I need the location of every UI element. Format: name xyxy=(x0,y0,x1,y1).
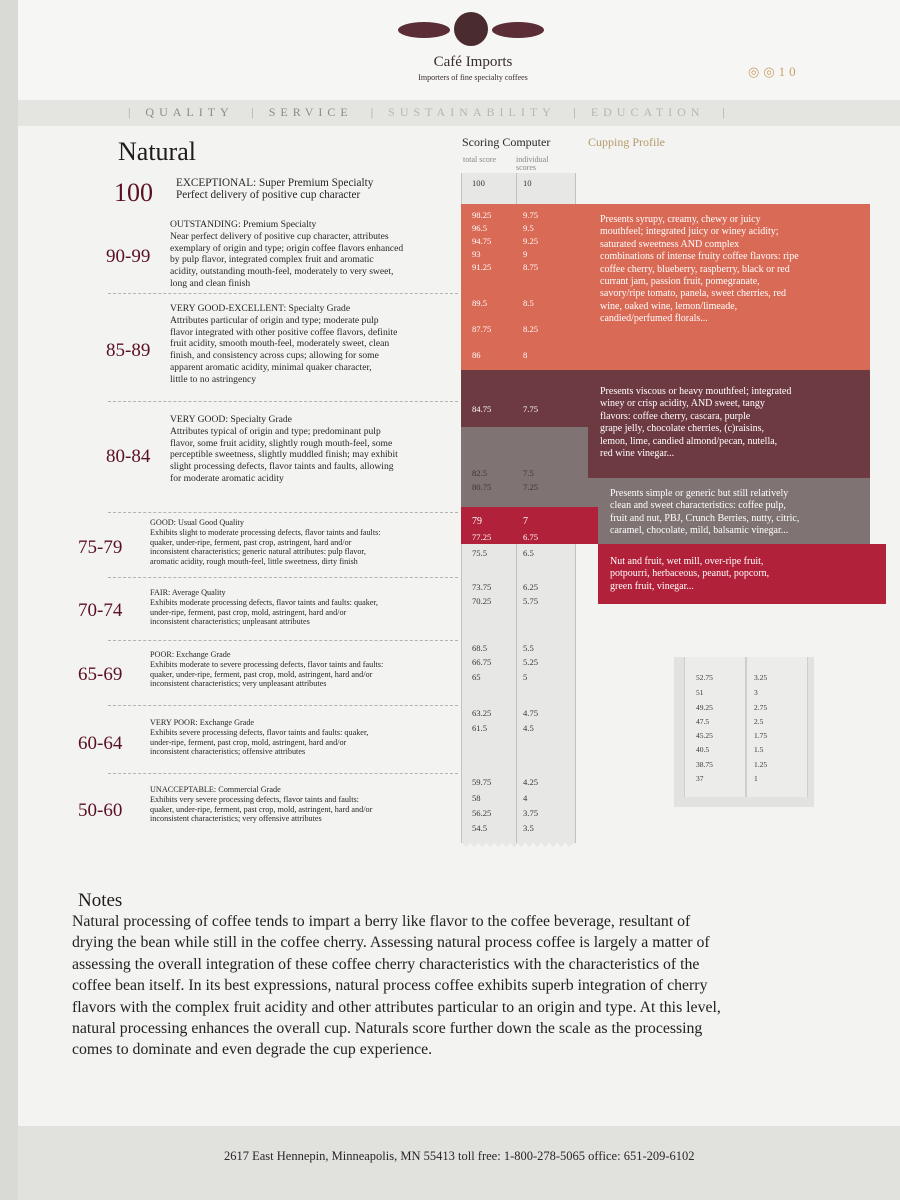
lower-total-score: 38.75 xyxy=(696,760,713,769)
individual-score: 8.25 xyxy=(523,324,539,334)
grade-line: slight processing defects, flavor taints and faults, allowing xyxy=(170,461,394,473)
grade-line: quaker, under-ripe, ferment, past crop, mold, astringent, hard and/or xyxy=(150,804,373,814)
grade-range: 75-79 xyxy=(78,537,123,558)
grade-name: VERY GOOD-EXCELLENT: Specialty Grade xyxy=(170,303,351,314)
notes-line: Natural processing of coffee tends to impart a berry like flavor to the coffee beverage, resultant of xyxy=(72,913,691,930)
grade-line: aromatic acidity, rough mouth-feel, little sweetness, dirty finish xyxy=(150,557,358,567)
individual-score: 7.25 xyxy=(523,482,539,492)
individual-score: 4.75 xyxy=(523,708,539,718)
individual-score: 7.5 xyxy=(523,468,534,478)
profile-line: potpourri, herbaceous, peanut, popcorn, xyxy=(610,568,770,580)
grade-line: Attributes typical of origin and type; predominant pulp xyxy=(170,425,381,437)
profile-line: grape jelly, chocolate cherries, (c)raisins, xyxy=(600,423,764,435)
grade-range: 50-60 xyxy=(78,800,123,821)
total-score: 84.75 xyxy=(472,404,492,414)
notes-line: natural processing enhances the overall cup. Naturals score further down the scale as the processing xyxy=(72,1020,703,1038)
grade-description xyxy=(150,718,470,757)
grade-line: inconsistent characteristics; very offensive attributes xyxy=(150,814,322,824)
grade-line: flavor integrated with other positive coffee flavors, definite xyxy=(170,326,398,338)
individual-score: 9.25 xyxy=(523,236,539,246)
grade-line: exemplary of origin and type; origin coffee flavors enhanced xyxy=(170,242,404,254)
cupping-profile-heading: Cupping Profile xyxy=(588,135,665,149)
lower-total-score: 51 xyxy=(696,688,704,697)
grade-line: Exhibits very severe processing defects, flavor taints and faults: xyxy=(150,794,359,804)
lower-individual-score: 2.75 xyxy=(754,703,768,712)
notes-body xyxy=(72,911,872,1061)
grade-name: GOOD: Usual Good Quality xyxy=(150,518,244,527)
grade-description xyxy=(150,650,470,689)
total-score: 58 xyxy=(472,793,481,803)
divider xyxy=(108,401,458,402)
lower-individual-score: 2.5 xyxy=(754,717,764,726)
individual-score: 4 xyxy=(523,793,528,803)
individual-score: 6.25 xyxy=(523,582,539,592)
total-score: 96.5 xyxy=(472,223,488,233)
lower-individual-score: 1.5 xyxy=(754,745,764,754)
lower-total-score: 49.25 xyxy=(696,703,713,712)
individual-score: 4.5 xyxy=(523,723,534,733)
grade-line: little to no astringency xyxy=(170,373,257,385)
cupping-profile-box xyxy=(588,370,870,478)
lower-total-score: 37 xyxy=(696,774,704,783)
total-score: 70.25 xyxy=(472,596,492,606)
lower-total-score: 47.5 xyxy=(696,717,710,726)
leaf-icon xyxy=(398,22,450,38)
grade-description xyxy=(150,785,470,824)
lower-total-score: 52.75 xyxy=(696,673,713,682)
notes-line: comes to dominate and even degrade the cup experience. xyxy=(72,1041,433,1059)
grade-description xyxy=(170,219,470,290)
profile-line: lemon, lime, candied almond/pecan, nutella, xyxy=(600,435,778,447)
grade-range: 60-64 xyxy=(78,733,123,754)
grade-line: Perfect delivery of positive cup character xyxy=(176,189,361,202)
lower-individual-score: 1.25 xyxy=(754,760,768,769)
scoring-computer-heading: Scoring Computer xyxy=(462,135,551,149)
cafe-imports-logo xyxy=(398,10,548,80)
total-score: 80.75 xyxy=(472,482,492,492)
individual-score: 6.5 xyxy=(523,548,534,558)
profile-line: Presents simple or generic but still relatively xyxy=(610,488,789,499)
notes-line: coffee bean itself. In its best expressions, natural process coffee exhibits superb integration of cherry xyxy=(72,977,708,995)
individual-score: 3.5 xyxy=(523,823,534,833)
grade-name: VERY POOR: Exchange Grade xyxy=(150,718,255,727)
total-score: 73.75 xyxy=(472,582,492,592)
profile-line: Nut and fruit, wet mill, over-ripe fruit, xyxy=(610,556,764,567)
notes-line: flavors with the complex fruit acidity and other attributes particular to an origin and type. At this level, xyxy=(72,998,721,1016)
individual-score: 7 xyxy=(523,516,528,527)
total-score: 68.5 xyxy=(472,643,488,653)
nav-item-service[interactable]: SERVICE xyxy=(268,105,353,119)
footer-contact: 2617 East Hennepin, Minneapolis, MN 55413 toll free: 1-800-278-5065 office: 651-209-6102 xyxy=(224,1149,695,1163)
total-score: 75.5 xyxy=(472,548,488,558)
lower-total-column xyxy=(684,657,746,797)
lower-individual-score: 1 xyxy=(754,774,758,783)
grade-description xyxy=(170,303,470,386)
individual-score: 9 xyxy=(523,249,528,259)
grade-line: Exhibits slight to moderate processing defects, flavor taints and faults: xyxy=(150,527,381,537)
brand-tagline: Importers of fine specialty coffees xyxy=(418,73,528,82)
nav-item-sustainability[interactable]: SUSTAINABILITY xyxy=(388,105,556,119)
total-score: 65 xyxy=(472,672,481,682)
individual-score: 5.25 xyxy=(523,657,539,667)
grade-range: 100 xyxy=(114,178,153,207)
cupping-profile-box xyxy=(588,204,870,370)
grade-name: EXCEPTIONAL: Super Premium Specialty xyxy=(176,177,374,189)
individual-score: 9.5 xyxy=(523,223,534,233)
total-score: 63.25 xyxy=(472,708,492,718)
individual-score: 8.5 xyxy=(523,298,534,308)
notes-heading: Notes xyxy=(78,890,123,911)
grade-range: 65-69 xyxy=(78,664,123,685)
profile-line: Presents viscous or heavy mouthfeel; integrated xyxy=(600,386,792,397)
divider xyxy=(108,640,458,641)
total-score: 77.25 xyxy=(472,532,492,542)
grade-name: OUTSTANDING: Premium Specialty xyxy=(170,219,317,230)
individual-score: 8.75 xyxy=(523,262,539,272)
cupping-profile-box xyxy=(598,478,870,544)
score-band xyxy=(461,370,588,427)
grade-range: 80-84 xyxy=(106,446,151,467)
individual-score: 3.75 xyxy=(523,808,539,818)
language-icons[interactable]: ◎◎10 xyxy=(748,64,800,79)
grade-description xyxy=(150,588,470,627)
total-score: 66.75 xyxy=(472,657,492,667)
notes-line: drying the bean while still in the coffee cherry. Assessing natural process coffee is largely a matter of xyxy=(72,934,710,952)
lower-individual-score: 3.25 xyxy=(754,673,768,682)
divider xyxy=(108,773,458,774)
total-score: 86 xyxy=(472,350,481,360)
profile-line: Presents syrupy, creamy, chewy or juicy xyxy=(600,214,761,225)
total-score: 82.5 xyxy=(472,468,488,478)
individual-score: 8 xyxy=(523,350,528,360)
brand-name: Café Imports xyxy=(433,54,513,70)
coffee-bean-icon xyxy=(454,12,488,46)
profile-line: green fruit, vinegar... xyxy=(610,580,694,592)
grade-line: under-ripe, ferment, past crop, mold, astringent, hard and/or xyxy=(150,607,347,617)
profile-line: combinations of intense fruity coffee flavors: ripe xyxy=(600,251,799,263)
grade-line: by pulp flavor, integrated complex fruit and aromatic xyxy=(170,254,374,266)
total-score: 56.25 xyxy=(472,808,492,818)
lower-individual-score: 1.75 xyxy=(754,731,768,740)
grade-name: VERY GOOD: Specialty Grade xyxy=(170,414,292,425)
grade-line: quaker, under-ripe, ferment, past crop, mold, astringent, hard and/or xyxy=(150,669,373,679)
profile-line: winey or crisp acidity, AND sweet, tangy xyxy=(600,398,765,410)
grade-line: quaker, under-ripe, ferment, past crop, astringent, hard and/or xyxy=(150,537,352,547)
grade-line: inconsistent characteristics; offensive attributes xyxy=(150,747,306,757)
grade-line: flavor, some fruit acidity, slightly rough mouth-feel, some xyxy=(170,437,393,449)
profile-line: coffee cherry, blueberry, raspberry, black or red xyxy=(600,263,790,275)
total-score: 91.25 xyxy=(472,262,492,272)
individual-score: 5.75 xyxy=(523,596,539,606)
grade-line: inconsistent characteristics; unpleasant attributes xyxy=(150,617,310,627)
grade-line: finish, and consistency across cups; allowing for some xyxy=(170,350,379,362)
profile-line: fruit and nut, PBJ, Crunch Berries, nutty, citric, xyxy=(610,512,800,524)
profile-line: wine, oaked wine, lemon/limeade, xyxy=(600,300,738,312)
footer xyxy=(18,1126,900,1200)
lower-total-score: 45.25 xyxy=(696,731,713,740)
divider xyxy=(108,705,458,706)
grade-line: inconsistent characteristics; generic natural attributes: pulp flavor, xyxy=(150,547,366,557)
grade-line: for moderate aromatic acidity xyxy=(170,472,284,484)
total-score: 93 xyxy=(472,249,481,259)
leaf-icon xyxy=(492,22,544,38)
grade-line: acidity, outstanding mouth-feel, moderately to very sweet, xyxy=(170,266,394,278)
individual-score: 7.75 xyxy=(523,404,539,414)
grade-line: fruit acidity, smooth mouth-feel, moderately sweet, clean xyxy=(170,338,390,350)
individual-score: 6.75 xyxy=(523,532,539,542)
poster-sheet xyxy=(18,0,900,1200)
grade-name: FAIR: Average Quality xyxy=(150,588,226,597)
total-score: 89.5 xyxy=(472,298,488,308)
grade-description xyxy=(170,414,470,485)
divider xyxy=(108,512,458,513)
grade-line: under-ripe, ferment, past crop, mold, astringent, hard and/or xyxy=(150,737,347,747)
grade-range: 90-99 xyxy=(106,246,151,267)
lower-score-table xyxy=(674,657,814,807)
profile-line: flavors: coffee cherry, cascara, purple xyxy=(600,410,751,422)
grade-description xyxy=(150,518,470,567)
grade-line: Attributes particular of origin and type; moderate pulp xyxy=(170,314,379,326)
grade-line: long and clean finish xyxy=(170,277,251,289)
cupping-profile-box xyxy=(598,544,886,604)
profile-line: caramel, chocolate, mild, balsamic vinegar... xyxy=(610,525,789,537)
grade-line: Exhibits moderate to severe processing defects, flavor taints and faults: xyxy=(150,659,384,669)
grade-range: 70-74 xyxy=(78,600,123,621)
individual-scores-label: individual scores xyxy=(516,155,549,172)
grade-line: perceptible sweetness, slightly muddled finish; may exhibit xyxy=(170,449,398,461)
profile-line: savory/ripe tomato, panela, sweet cherries, red xyxy=(600,288,787,300)
profile-line: saturated sweetness AND complex xyxy=(600,238,740,250)
page-title: Natural xyxy=(118,137,196,166)
header xyxy=(18,0,900,100)
total-score: 54.5 xyxy=(472,823,488,833)
divider xyxy=(108,293,458,294)
notes-line: assessing the overall integration of these coffee cherry characteristics with the characteristics of the xyxy=(72,955,700,973)
grade-description xyxy=(176,177,476,202)
total-score: 98.25 xyxy=(472,210,492,220)
grade-line: apparent aromatic acidity, minimal quaker character, xyxy=(170,361,372,373)
lower-total-score: 40.5 xyxy=(696,745,710,754)
total-score: 59.75 xyxy=(472,777,492,787)
grade-line: Near perfect delivery of positive cup character, attributes xyxy=(170,230,389,242)
total-score: 100 xyxy=(472,178,485,188)
profile-line: candied/perfumed florals... xyxy=(600,313,708,325)
score-band xyxy=(461,427,598,507)
profile-line: mouthfeel; integrated juicy or winey acidity; xyxy=(600,226,779,238)
nav-bar: | QUALITY | SERVICE | SUSTAINABILITY | EDUCATION | xyxy=(18,100,900,126)
grade-line: inconsistent characteristics; very unpleasant attributes xyxy=(150,679,327,689)
grade-name: POOR: Exchange Grade xyxy=(150,650,231,659)
total-score: 61.5 xyxy=(472,723,488,733)
divider xyxy=(108,577,458,578)
individual-score: 9.75 xyxy=(523,210,539,220)
total-score: 94.75 xyxy=(472,236,492,246)
individual-score: 10 xyxy=(523,178,532,188)
individual-score: 4.25 xyxy=(523,777,539,787)
total-score: 79 xyxy=(472,516,482,527)
grade-name: UNACCEPTABLE: Commercial Grade xyxy=(150,785,281,794)
total-score-label: total score xyxy=(463,155,497,164)
lower-individual-score: 3 xyxy=(754,688,758,697)
individual-score: 5 xyxy=(523,672,528,682)
individual-score: 5.5 xyxy=(523,643,534,653)
nav-item-quality[interactable]: QUALITY xyxy=(145,105,234,119)
profile-line: clean and sweet characteristics: coffee pulp, xyxy=(610,500,786,512)
grade-range: 85-89 xyxy=(106,340,151,361)
profile-line: currant jam, passion fruit, pomegranate, xyxy=(600,276,760,288)
nav-item-education[interactable]: EDUCATION xyxy=(590,105,705,119)
grade-line: Exhibits severe processing defects, flavor taints and faults: quaker, xyxy=(150,727,369,737)
profile-line: red wine vinegar... xyxy=(600,448,675,460)
total-score: 87.75 xyxy=(472,324,492,334)
grade-line: Exhibits moderate processing defects, flavor taints and faults: quaker, xyxy=(150,597,378,607)
